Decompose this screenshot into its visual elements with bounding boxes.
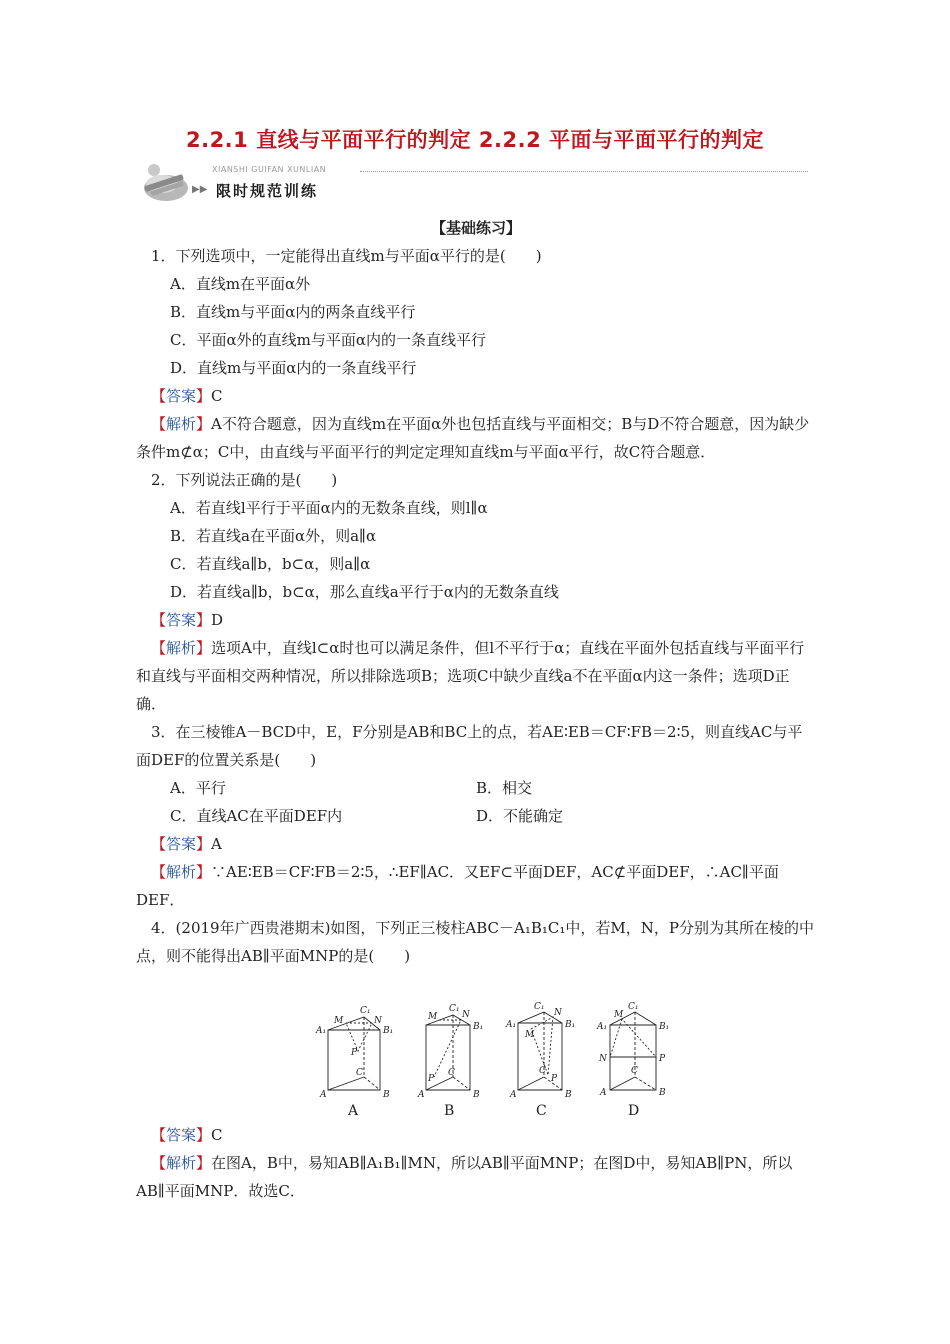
vertex-label: A₁ — [506, 1020, 517, 1030]
vertex-label: P — [351, 1048, 358, 1058]
q1-option-b: B．直线m与平面α内的两条直线平行 — [170, 303, 416, 321]
q4-stem: 4．(2019年广西贵港期末)如图，下列正三棱柱ABC－A₁B₁C₁中，若M，N，P分别为其所在棱的中点，则不能得出AB∥平面MNP的是( ) — [136, 919, 814, 965]
vertex-label: B — [565, 1090, 572, 1100]
figure-label-d: D — [628, 1103, 640, 1119]
vertex-label: C — [448, 1068, 455, 1078]
vertex-label: M — [525, 1030, 535, 1040]
q2-option-d: D．若直线a∥b，b⊂α，那么直线a平行于α内的无数条直线 — [170, 583, 559, 601]
q3-answer: 【答案】A — [151, 835, 222, 853]
vertex-label: B — [383, 1090, 390, 1100]
banner-label: 限时规范训练 — [216, 182, 319, 200]
q2-option-b: B．若直线a在平面α外，则a∥α — [170, 527, 377, 545]
vertex-label: C₁ — [628, 1002, 639, 1012]
analysis-tag: 【解析】 — [151, 863, 212, 881]
q1-option-c: C．平面α外的直线m与平面α内的一条直线平行 — [170, 331, 486, 349]
q3-option-c: C．直线AC在平面DEF内 — [170, 807, 343, 825]
vertex-label: M — [428, 1012, 438, 1022]
vertex-label: B — [473, 1090, 480, 1100]
figure-d-vertex-labels — [596, 1002, 669, 1098]
q3-options-row-2 — [136, 802, 816, 830]
answer-tag: 【答案】 — [151, 1126, 212, 1144]
q2-stem: 2．下列说法正确的是( ) — [151, 471, 338, 489]
vertex-label: A — [320, 1090, 327, 1100]
q3-option-a: A．平行 — [170, 779, 226, 797]
vertex-label: A — [510, 1090, 517, 1100]
section-banner — [140, 158, 808, 206]
q4-analysis: 【解析】在图A，B中，易知AB∥A₁B₁∥MN，所以AB∥平面MNP；在图D中，易知AB∥PN，所以AB∥平面MNP．故选C． — [136, 1154, 793, 1200]
vertex-label: P — [551, 1074, 558, 1084]
page-title: 2.2.1 直线与平面平行的判定 2.2.2 平面与平面平行的判定 — [185, 128, 764, 152]
vertex-label: C — [356, 1068, 363, 1078]
vertex-label: B₁ — [659, 1022, 670, 1032]
banner-divider — [360, 171, 808, 172]
vertex-label: C₁ — [360, 1006, 371, 1016]
figure-b-vertex-labels — [417, 1004, 483, 1100]
vertex-label: A₁ — [316, 1026, 327, 1036]
figure-d-prism — [610, 1012, 656, 1090]
q1-analysis: 【解析】A不符合题意，因为直线m在平面α外也包括直线与平面相交；B与D不符合题意，因为缺少条件m⊄α；C中，由直线与平面平行的判定定理知直线m与平面α平行，故C符合题意． — [136, 415, 810, 461]
vertex-label: M — [334, 1016, 344, 1026]
vertex-label: M — [614, 1010, 624, 1020]
vertex-label: B — [659, 1088, 666, 1098]
q3-analysis: 【解析】∵AE∶EB＝CF∶FB＝2∶5，∴EF∥AC．又EF⊂平面DEF，AC⊄平面DEF，∴AC∥平面DEF． — [136, 863, 779, 909]
q3-option-d: D．不能确定 — [476, 807, 564, 825]
q3-stem: 3．在三棱锥A－BCD中，E，F分别是AB和BC上的点，若AE∶EB＝CF∶FB＝2∶5，则直线AC与平面DEF的位置关系是( ) — [136, 723, 803, 769]
analysis-tag: 【解析】 — [151, 415, 212, 433]
prism-figures — [308, 995, 678, 1120]
vertex-label: A₁ — [597, 1022, 608, 1032]
answer-tag: 【答案】 — [151, 611, 212, 629]
vertex-label: B₁ — [383, 1026, 394, 1036]
vertex-label: C — [539, 1066, 546, 1076]
figure-label-b: B — [444, 1103, 455, 1119]
vertex-label: B₁ — [473, 1022, 484, 1032]
vertex-label: C₁ — [534, 1002, 545, 1012]
analysis-tag: 【解析】 — [151, 1154, 212, 1172]
vertex-label: A — [600, 1088, 607, 1098]
q1-stem: 1．下列选项中，一定能得出直线m与平面α平行的是( ) — [151, 247, 542, 265]
vertex-label: N — [554, 1008, 562, 1018]
vertex-label: C₁ — [449, 1004, 460, 1014]
q2-option-c: C．若直线a∥b，b⊂α，则a∥α — [170, 555, 371, 573]
section-heading: 【基础练习】 — [430, 219, 521, 237]
vertex-label: N — [462, 1010, 470, 1020]
q3-options-row-1 — [136, 774, 816, 802]
analysis-tag: 【解析】 — [151, 639, 212, 657]
pencil-logo-icon — [140, 158, 200, 206]
figure-c-vertex-labels — [505, 1002, 575, 1100]
q4-answer: 【答案】C — [151, 1126, 223, 1144]
vertex-label: P — [659, 1054, 666, 1064]
q1-answer: 【答案】C — [151, 387, 223, 405]
vertex-label: N — [599, 1054, 607, 1064]
q3-option-b: B．相交 — [476, 779, 533, 797]
figure-label-c: C — [536, 1103, 547, 1119]
q2-answer: 【答案】D — [151, 611, 224, 629]
figure-label-a: A — [348, 1103, 359, 1119]
q2-option-a: A．若直线l平行于平面α内的无数条直线，则l∥α — [170, 499, 488, 517]
vertex-label: P — [428, 1074, 435, 1084]
answer-tag: 【答案】 — [151, 835, 212, 853]
banner-subtitle: XIANSHI GUIFAN XUNLIAN — [212, 165, 327, 174]
q1-option-a: A．直线m在平面α外 — [170, 275, 311, 293]
q2-analysis: 【解析】选项A中，直线l⊂α时也可以满足条件，但l不平行于α；直线在平面外包括直线与平面平行和直线与平面相交两种情况，所以排除选项B；选项C中缺少直线a不在平面α内这一条件；选项D正确． — [136, 639, 805, 713]
answer-tag: 【答案】 — [151, 387, 212, 405]
vertex-label: B₁ — [565, 1020, 576, 1030]
vertex-label: A — [418, 1090, 425, 1100]
arrow-icon: ▶▶ — [192, 184, 208, 195]
content — [136, 214, 816, 970]
q1-option-d: D．直线m与平面α内的一条直线平行 — [170, 359, 417, 377]
vertex-label: C — [631, 1066, 638, 1076]
vertex-label: N — [374, 1016, 382, 1026]
content-q4-solution — [136, 1121, 816, 1205]
